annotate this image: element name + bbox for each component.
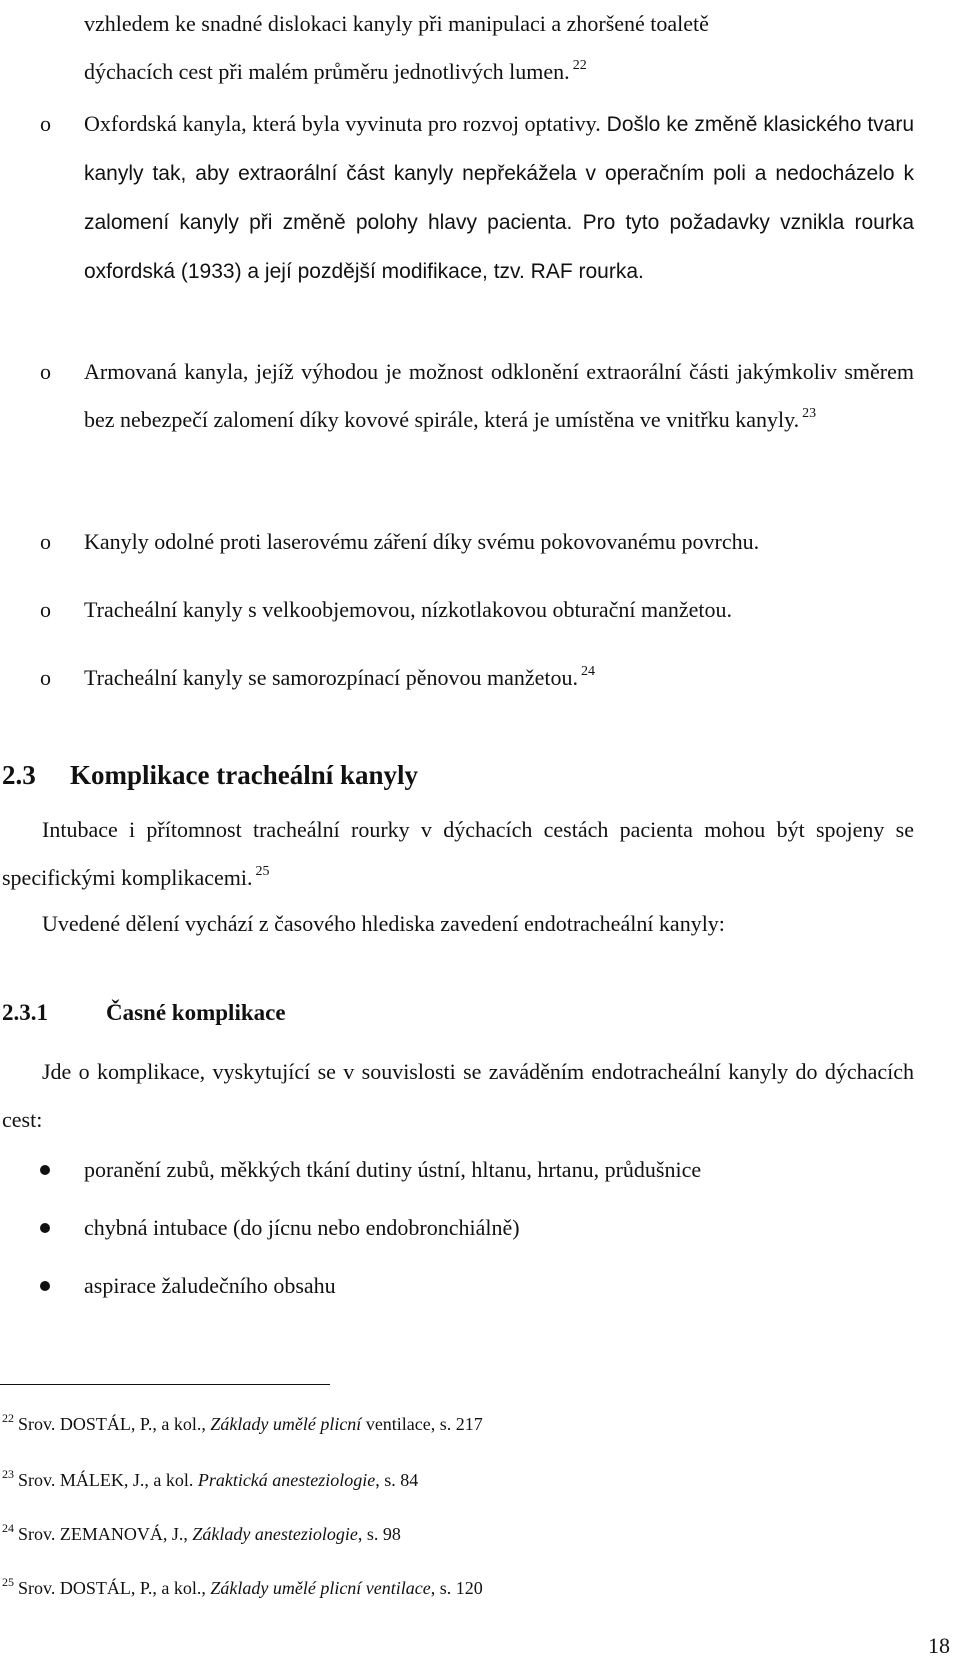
footnote-number: 22 (2, 1411, 14, 1425)
paragraph-text: Intubace i přítomnost tracheální rourky v dýchacích cestách pacienta mohou být spojeny se specifickými komplikacemi. (2, 817, 914, 890)
text-line: vzhledem ke snadné dislokaci kanyly při manipulaci a zhoršené toaletě (84, 11, 709, 36)
footnote-ref: 25 (255, 864, 270, 879)
footnote-text: , s. 84 (375, 1470, 419, 1490)
footnote-text: Srov. DOSTÁL, P., a kol., (18, 1414, 211, 1434)
paragraph (2, 806, 914, 902)
bullet-text: aspirace žaludečního obsahu (84, 1273, 336, 1298)
footnote-title: Praktická anesteziologie (197, 1470, 376, 1490)
paragraph (2, 1048, 914, 1144)
subsection-number: 2.3.1 (2, 1000, 48, 1025)
list-marker: o (40, 359, 51, 384)
page-number: 18 (928, 1633, 950, 1658)
footnote-ref: 24 (581, 664, 596, 679)
footnote-text: Srov. MÁLEK, J., a kol. (18, 1470, 198, 1490)
list-item-text: Tracheální kanyly s velkoobjemovou, nízkotlakovou obturační manžetou. (84, 597, 733, 622)
bullet-icon (40, 1165, 50, 1175)
list-marker: o (40, 665, 51, 690)
list-item (40, 654, 914, 702)
list-item (40, 100, 914, 296)
list-marker: o (40, 111, 51, 136)
paragraph-text: Uvedené dělení vychází z časového hlediska zavedení endotracheální kanyly: (42, 911, 725, 936)
footnote-text: , s. 98 (357, 1524, 401, 1544)
bullet-icon (40, 1223, 50, 1233)
footnote-text: ventilace, s. 217 (361, 1414, 483, 1434)
footnote-number: 23 (2, 1467, 14, 1481)
continuation-paragraph (84, 0, 914, 96)
paragraph-text: Jde o komplikace, vyskytující se v souvislosti se zaváděním endotracheální kanyly do dýchacích cest: (2, 1059, 914, 1132)
list-marker: o (40, 597, 51, 622)
footnote-text: Srov. DOSTÁL, P., a kol., (18, 1578, 211, 1598)
footnote (2, 1576, 483, 1600)
footnote-separator (0, 1384, 330, 1385)
list-item (40, 586, 914, 634)
section-number: 2.3 (2, 760, 36, 790)
footnote-title: Základy anesteziologie (192, 1524, 358, 1544)
paragraph (2, 900, 914, 948)
list-item-text-sans: Došlo ke změně klasického tvaru kanyly tak, aby extraorální část kanyly nepřekážela v operačním poli a nedocházelo k zalomení kanyly při změně polohy hlavy pacienta. Pro tyto požadavky vznikla rourka oxfordská (1933) a její pozdější modifikace, tzv. RAF rourka. (84, 113, 914, 283)
list-marker: o (40, 529, 51, 554)
footnote-number: 24 (2, 1521, 14, 1535)
footnote-title: Základy umělé plicní (210, 1414, 362, 1434)
footnote (2, 1468, 418, 1492)
footnote-text: , s. 120 (430, 1578, 483, 1598)
bullet-item (40, 1204, 914, 1252)
footnote-number: 25 (2, 1575, 14, 1589)
footnote-title: Základy umělé plicní ventilace (210, 1578, 431, 1598)
section-title: Komplikace tracheální kanyly (70, 760, 419, 790)
bullet-text: poranění zubů, měkkých tkání dutiny ústní, hltanu, hrtanu, průdušnice (84, 1157, 702, 1182)
footnote (2, 1412, 483, 1436)
subsection-heading (2, 1000, 286, 1026)
footnote (2, 1522, 401, 1546)
bullet-icon (40, 1281, 50, 1291)
list-item (40, 348, 914, 444)
list-item-text: Kanyly odolné proti laserovému záření díky svému pokovovanému povrchu. (84, 529, 760, 554)
list-item-text: Oxfordská kanyla, která byla vyvinuta pro rozvoj optativy. (84, 111, 601, 136)
list-item (40, 518, 914, 566)
list-item-text: Tracheální kanyly se samorozpínací pěnovou manžetou. (84, 665, 579, 690)
subsection-title: Časné komplikace (106, 1000, 286, 1025)
list-item-text: Armovaná kanyla, jejíž výhodou je možnost odklonění extraorální části jakýmkoliv směrem bez nebezpečí zalomení díky kovové spirále, která je umístěna ve vnitřku kanyly. (84, 359, 914, 432)
bullet-text: chybná intubace (do jícnu nebo endobronchiálně) (84, 1215, 520, 1240)
section-heading (2, 760, 418, 791)
bullet-item (40, 1146, 914, 1194)
footnote-text: Srov. ZEMANOVÁ, J., (18, 1524, 193, 1544)
footnote-ref: 22 (572, 58, 587, 73)
bullet-item (40, 1262, 914, 1310)
text-line: dýchacích cest při malém průměru jednotlivých lumen. (84, 59, 570, 84)
footnote-ref: 23 (802, 406, 817, 421)
